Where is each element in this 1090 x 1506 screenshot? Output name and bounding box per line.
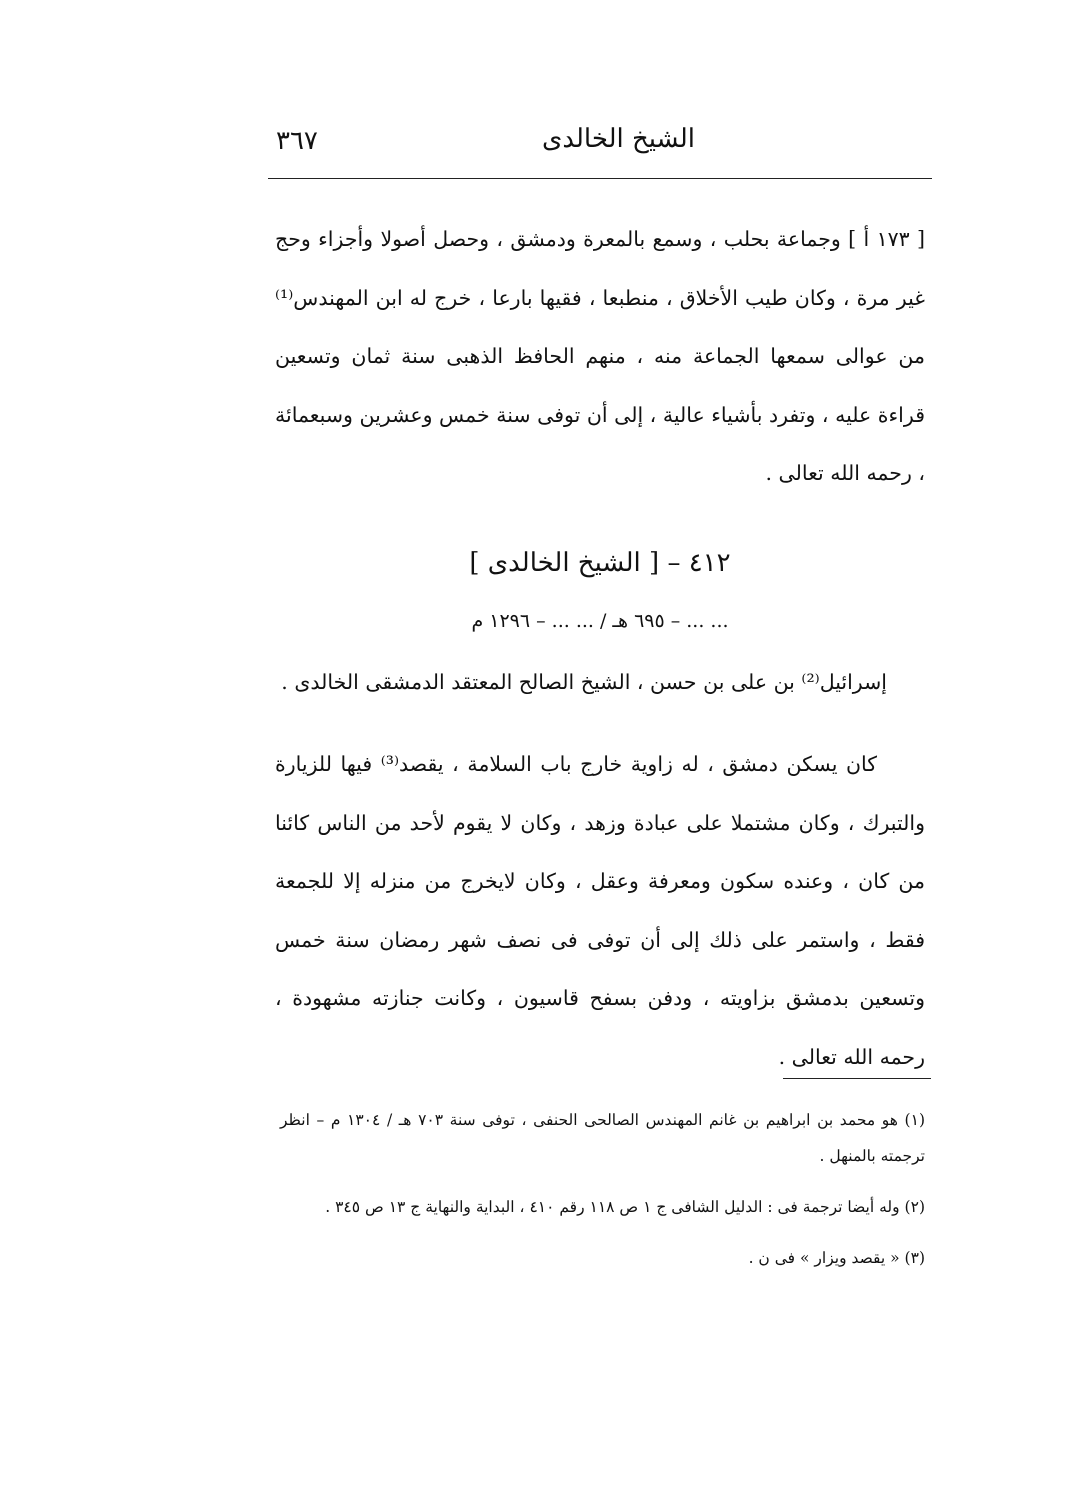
paragraph-text: كان يسكن دمشق ، له زاوية خارج باب السلامة ، يقصد⁽³⁾ فيها للزيارة والتبرك ، وكان مشتملا على عبادة وزهد ، وكان لا يقوم لأحد من الناس كائنا من كان ، وعنده سكون ومعرفة وعقل ، وكان لايخرج من منزله إلا للجمعة فقط ، واستمر على ذلك إلى أن توفى فى نصف شهر رمضان سنة خمس وتسعين بدمشق بزاويته ، ودفن بسفح قاسيون ، وكانت جنازته مشهودة ، رحمه الله تعالى .	[275, 752, 925, 1069]
body-paragraph-2	[275, 735, 925, 1086]
footnote-3: (٣) « يقصد ويزار » فى ن .	[748, 1249, 925, 1267]
header-rule	[268, 178, 932, 179]
page-header	[270, 124, 930, 170]
page-number: ٣٦٧	[276, 126, 318, 156]
entry-heading: ٤١٢ – [ الشيخ الخالدى ]	[469, 548, 731, 578]
entry-name: إسرائيل⁽²⁾ بن على بن حسن ، الشيخ الصالح المعتقد الدمشقى الخالدى .	[281, 670, 887, 694]
paragraph-text: [ ١٧٣ أ ] وجماعة بحلب ، وسمع بالمعرة ودمشق ، وحصل أصولا وأجزاء وحج غير مرة ، وكان طيب الأخلاق ، منطبعا ، فقيها بارعا ، خرج له ابن المهندس⁽¹⁾ من عوالى سمعها الجماعة منه ، منهم الحافظ الذهبى سنة ثمان وتسعين قراءة عليه ، وتفرد بأشياء عالية ، إلى أن توفى سنة خمس وعشرين وسبعمائة ، رحمه الله تعالى .	[275, 227, 926, 485]
body-paragraph-1	[275, 210, 925, 503]
footnote-1: (١) هو محمد بن ابراهيم بن غانم المهندس الصالحى الحنفى ، توفى سنة ٧٠٣ هـ / ١٣٠٤ م – انظر ترجمته بالمنهل .	[280, 1111, 925, 1165]
footnote-2: (٢) وله أيضا ترجمة فى : الدليل الشافى ج ١ ص ١١٨ رقم ٤١٠ ، البداية والنهاية ج ١٣ ص ٣٤٥ .	[325, 1198, 925, 1216]
footnotes-rule	[783, 1078, 931, 1079]
footnotes	[280, 1102, 925, 1291]
running-head: الشيخ الخالدى	[541, 124, 695, 154]
entry-dates: ... ... – ٦٩٥ هـ / ... ... – ١٢٩٦ م	[471, 610, 729, 632]
